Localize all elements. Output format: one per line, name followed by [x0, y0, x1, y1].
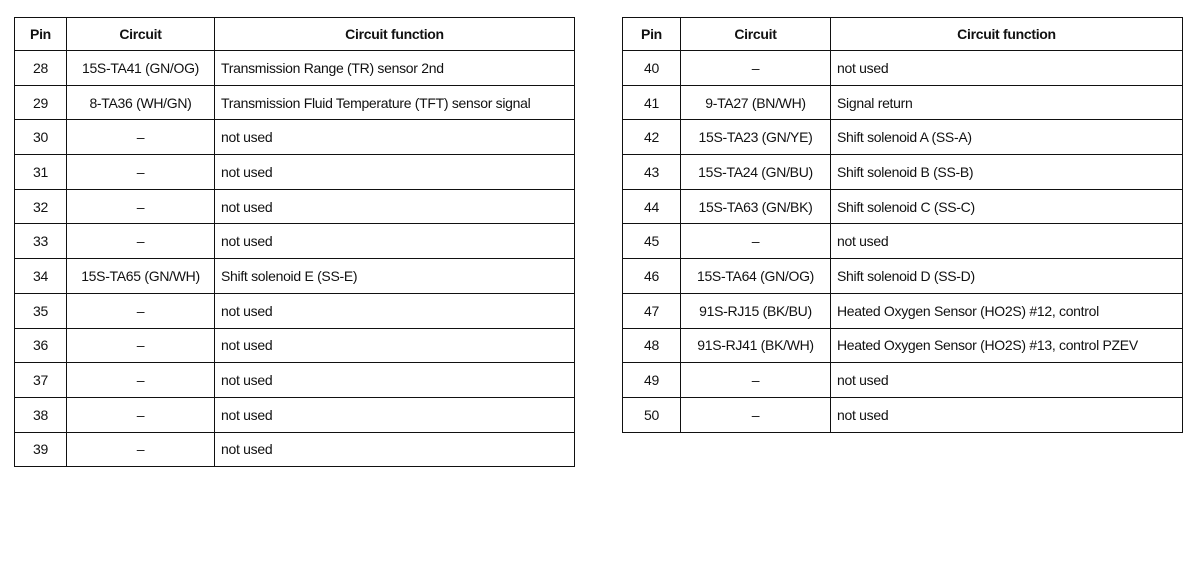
circuit-cell: –	[67, 432, 215, 467]
function-cell: not used	[215, 328, 575, 363]
pin-cell: 31	[15, 155, 67, 190]
pin-cell: 44	[623, 189, 681, 224]
table-row	[15, 85, 575, 120]
header-pin: Pin	[623, 18, 681, 51]
pin-cell: 42	[623, 120, 681, 155]
pin-cell: 43	[623, 155, 681, 190]
pin-cell: 45	[623, 224, 681, 259]
pin-table-right	[622, 17, 1183, 433]
circuit-cell: 91S-RJ15 (BK/BU)	[681, 293, 831, 328]
pin-cell: 30	[15, 120, 67, 155]
table-row	[15, 224, 575, 259]
function-cell: Signal return	[831, 85, 1183, 120]
circuit-cell: –	[67, 328, 215, 363]
pin-cell: 49	[623, 363, 681, 398]
pin-cell: 41	[623, 85, 681, 120]
circuit-cell: –	[67, 397, 215, 432]
table-row	[15, 293, 575, 328]
table-row	[623, 85, 1183, 120]
header-row	[15, 18, 575, 51]
header-circuit: Circuit	[67, 18, 215, 51]
pin-cell: 34	[15, 259, 67, 294]
table-row	[623, 328, 1183, 363]
pin-cell: 36	[15, 328, 67, 363]
pin-cell: 37	[15, 363, 67, 398]
function-cell: Shift solenoid D (SS-D)	[831, 259, 1183, 294]
pin-cell: 35	[15, 293, 67, 328]
table-row	[15, 432, 575, 467]
function-cell: Heated Oxygen Sensor (HO2S) #12, control	[831, 293, 1183, 328]
header-pin: Pin	[15, 18, 67, 51]
function-cell: not used	[215, 363, 575, 398]
circuit-cell: –	[67, 189, 215, 224]
pin-cell: 40	[623, 51, 681, 86]
circuit-cell: –	[67, 224, 215, 259]
table-row	[15, 189, 575, 224]
table-row	[15, 120, 575, 155]
table-row	[623, 397, 1183, 432]
circuit-cell: 15S-TA65 (GN/WH)	[67, 259, 215, 294]
function-cell: Shift solenoid A (SS-A)	[831, 120, 1183, 155]
table-row	[15, 328, 575, 363]
function-cell: Transmission Fluid Temperature (TFT) sensor signal	[215, 85, 575, 120]
table-row	[623, 293, 1183, 328]
circuit-cell: –	[67, 120, 215, 155]
circuit-cell: 15S-TA24 (GN/BU)	[681, 155, 831, 190]
function-cell: not used	[215, 189, 575, 224]
table-row	[623, 120, 1183, 155]
function-cell: Shift solenoid C (SS-C)	[831, 189, 1183, 224]
pin-cell: 32	[15, 189, 67, 224]
circuit-cell: –	[681, 363, 831, 398]
table-row	[15, 397, 575, 432]
pin-cell: 48	[623, 328, 681, 363]
circuit-cell: 9-TA27 (BN/WH)	[681, 85, 831, 120]
function-cell: not used	[215, 155, 575, 190]
table-row	[623, 51, 1183, 86]
pin-table-left	[14, 17, 575, 467]
table-row	[623, 363, 1183, 398]
function-cell: Shift solenoid B (SS-B)	[831, 155, 1183, 190]
circuit-cell: 15S-TA41 (GN/OG)	[67, 51, 215, 86]
table-row	[15, 363, 575, 398]
circuit-cell: –	[681, 397, 831, 432]
circuit-cell: 8-TA36 (WH/GN)	[67, 85, 215, 120]
function-cell: not used	[215, 120, 575, 155]
pin-cell: 46	[623, 259, 681, 294]
pin-cell: 33	[15, 224, 67, 259]
function-cell: not used	[831, 224, 1183, 259]
function-cell: Heated Oxygen Sensor (HO2S) #13, control PZEV	[831, 328, 1183, 363]
function-cell: not used	[215, 293, 575, 328]
function-cell: not used	[831, 51, 1183, 86]
pin-cell: 47	[623, 293, 681, 328]
function-cell: Shift solenoid E (SS-E)	[215, 259, 575, 294]
table-row	[15, 259, 575, 294]
header-circuit: Circuit	[681, 18, 831, 51]
pin-cell: 50	[623, 397, 681, 432]
table-body-right	[623, 51, 1183, 433]
pin-cell: 39	[15, 432, 67, 467]
pin-cell: 28	[15, 51, 67, 86]
function-cell: not used	[215, 224, 575, 259]
function-cell: not used	[215, 432, 575, 467]
function-cell: not used	[831, 363, 1183, 398]
circuit-cell: –	[681, 51, 831, 86]
table-body-left	[15, 51, 575, 467]
circuit-cell: 15S-TA23 (GN/YE)	[681, 120, 831, 155]
circuit-cell: –	[67, 155, 215, 190]
circuit-cell: 15S-TA63 (GN/BK)	[681, 189, 831, 224]
function-cell: not used	[215, 397, 575, 432]
circuit-cell: 91S-RJ41 (BK/WH)	[681, 328, 831, 363]
table-row	[623, 224, 1183, 259]
table-row	[623, 155, 1183, 190]
table-row	[623, 189, 1183, 224]
table-row	[15, 155, 575, 190]
circuit-cell: –	[67, 363, 215, 398]
header-function: Circuit function	[215, 18, 575, 51]
table-row	[623, 259, 1183, 294]
function-cell: not used	[831, 397, 1183, 432]
table-row	[15, 51, 575, 86]
function-cell: Transmission Range (TR) sensor 2nd	[215, 51, 575, 86]
pin-cell: 38	[15, 397, 67, 432]
pin-cell: 29	[15, 85, 67, 120]
circuit-cell: –	[681, 224, 831, 259]
circuit-cell: –	[67, 293, 215, 328]
header-function: Circuit function	[831, 18, 1183, 51]
circuit-cell: 15S-TA64 (GN/OG)	[681, 259, 831, 294]
header-row	[623, 18, 1183, 51]
